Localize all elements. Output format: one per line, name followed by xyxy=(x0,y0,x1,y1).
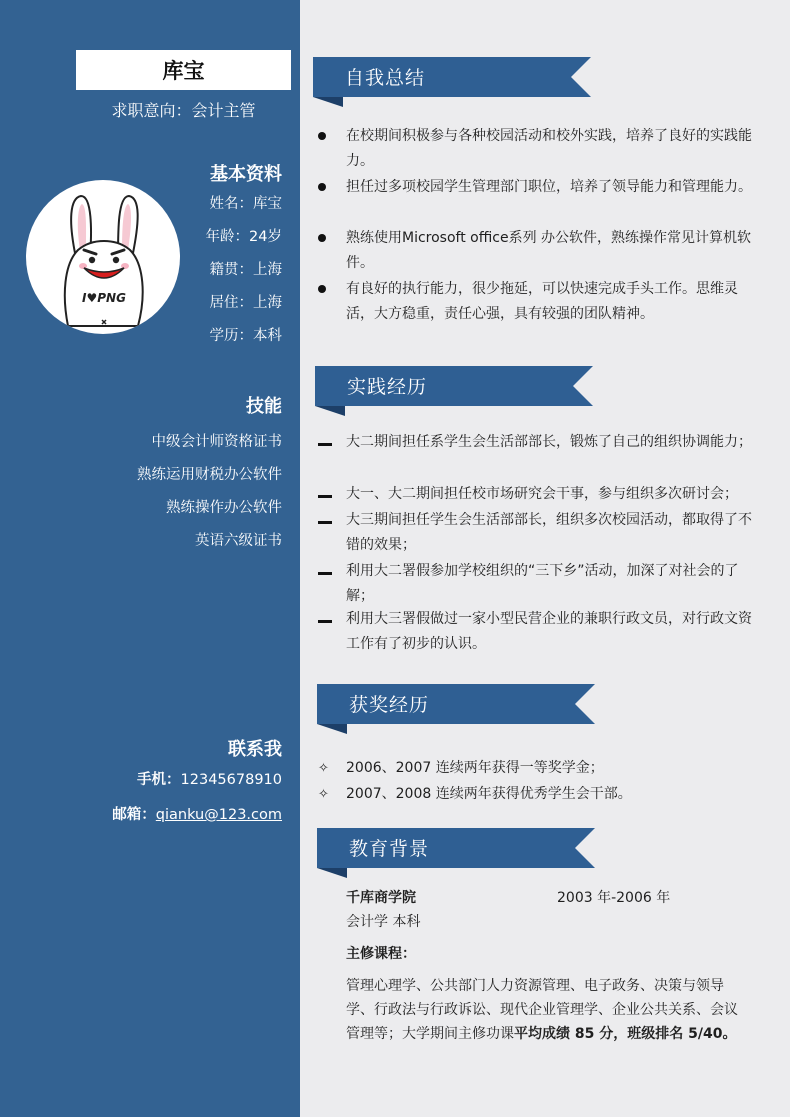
skill-item: 英语六级证书 xyxy=(195,533,282,549)
contact-heading: 联系我 xyxy=(228,739,282,760)
phone-value: 12345678910 xyxy=(180,772,282,788)
email-label: 邮箱： xyxy=(112,807,156,823)
list-item: ✧ 2007、2008 连续两年获得优秀学生会干部。 xyxy=(318,782,758,807)
sidebar xyxy=(0,0,300,1117)
courses-label: 主修课程： xyxy=(346,946,416,962)
basic-info-residence: 居住：上海 xyxy=(209,295,282,311)
skill-item: 熟练运用财税办公软件 xyxy=(137,467,282,483)
candidate-name: 库宝 xyxy=(162,59,205,83)
bullet-dash-icon xyxy=(318,443,332,446)
bullet-dash-icon xyxy=(318,572,332,575)
list-item: 熟练使用Microsoft office系列 办公软件，熟练操作常见计算机软件。 xyxy=(318,226,758,276)
email-line xyxy=(112,803,282,824)
list-item: 在校期间积极参与各种校园活动和校外实践，培养了良好的实践能力。 xyxy=(318,124,758,174)
list-item: 大二期间担任系学生会生活部部长，锻炼了自己的组织协调能力； xyxy=(318,430,758,455)
courses-description xyxy=(346,974,746,1046)
section-title-practice: 实践经历 xyxy=(347,376,428,398)
phone-label: 手机： xyxy=(137,772,181,788)
skill-item: 熟练操作办公软件 xyxy=(166,500,282,516)
phone-line xyxy=(137,768,282,789)
diamond-bullet-icon: ✧ xyxy=(318,787,329,802)
email-link[interactable]: qianku@123.com xyxy=(155,807,282,823)
bullet-dot-icon xyxy=(318,132,326,140)
diamond-bullet-icon: ✧ xyxy=(318,761,329,776)
list-item: 利用大三署假做过一家小型民营企业的兼职行政文员，对行政文资工作有了初步的认识。 xyxy=(318,607,758,657)
skills-heading: 技能 xyxy=(246,396,282,417)
basic-info-age: 年龄：24岁 xyxy=(205,229,282,245)
basic-info-name: 姓名：库宝 xyxy=(209,196,282,212)
section-banner-summary xyxy=(313,57,593,109)
avatar-text: I♥PNG xyxy=(82,291,126,305)
rabbit-avatar-icon xyxy=(26,180,180,334)
name-box xyxy=(76,50,291,90)
school-name: 千库商学院 xyxy=(346,890,416,906)
list-item: 大一、大二期间担任校市场研究会干事，参与组织多次研讨会； xyxy=(318,482,758,507)
bullet-dot-icon xyxy=(318,183,326,191)
section-title-summary: 自我总结 xyxy=(345,67,426,89)
list-item: 担任过多项校园学生管理部门职位，培养了领导能力和管理能力。 xyxy=(318,175,758,200)
bullet-dot-icon xyxy=(318,285,326,293)
basic-info-native: 籍贯：上海 xyxy=(209,262,282,278)
basic-info-heading: 基本资料 xyxy=(210,164,282,185)
list-item: 有良好的执行能力，很少拖延，可以快速完成手头工作。思维灵活，大方稳重，责任心强，具有较强的团队精神。 xyxy=(318,277,758,327)
section-banner-education xyxy=(317,828,597,880)
bullet-dot-icon xyxy=(318,234,326,242)
education-period: 2003 年-2006 年 xyxy=(557,890,671,906)
bullet-dash-icon xyxy=(318,495,332,498)
bullet-dash-icon xyxy=(318,521,332,524)
section-title-awards: 获奖经历 xyxy=(349,694,430,716)
courses-text: 管理心理学、公共部门人力资源管理、电子政务、决策与领导学、行政法与行政诉讼、现代企业管理学、企业公共关系、会议管理等；大学期间主修功课 xyxy=(346,978,738,1042)
job-intent: 求职意向：会计主管 xyxy=(111,101,256,120)
section-title-education: 教育背景 xyxy=(349,838,430,860)
education-major: 会计学 本科 xyxy=(346,914,421,930)
list-item: 利用大二署假参加学校组织的“三下乡”活动，加深了对社会的了解； xyxy=(318,559,758,609)
basic-info-education: 学历：本科 xyxy=(209,328,282,344)
courses-highlight: 平均成绩 85 分，班级排名 5/40。 xyxy=(514,1026,737,1042)
skill-item: 中级会计师资格证书 xyxy=(151,434,282,450)
list-item: ✧ 2006、2007 连续两年获得一等奖学金； xyxy=(318,756,758,781)
avatar xyxy=(26,180,180,334)
bullet-dash-icon xyxy=(318,620,332,623)
section-banner-awards xyxy=(317,684,597,736)
section-banner-practice xyxy=(315,366,595,418)
list-item: 大三期间担任学生会生活部部长，组织多次校园活动，都取得了不错的效果； xyxy=(318,508,758,558)
